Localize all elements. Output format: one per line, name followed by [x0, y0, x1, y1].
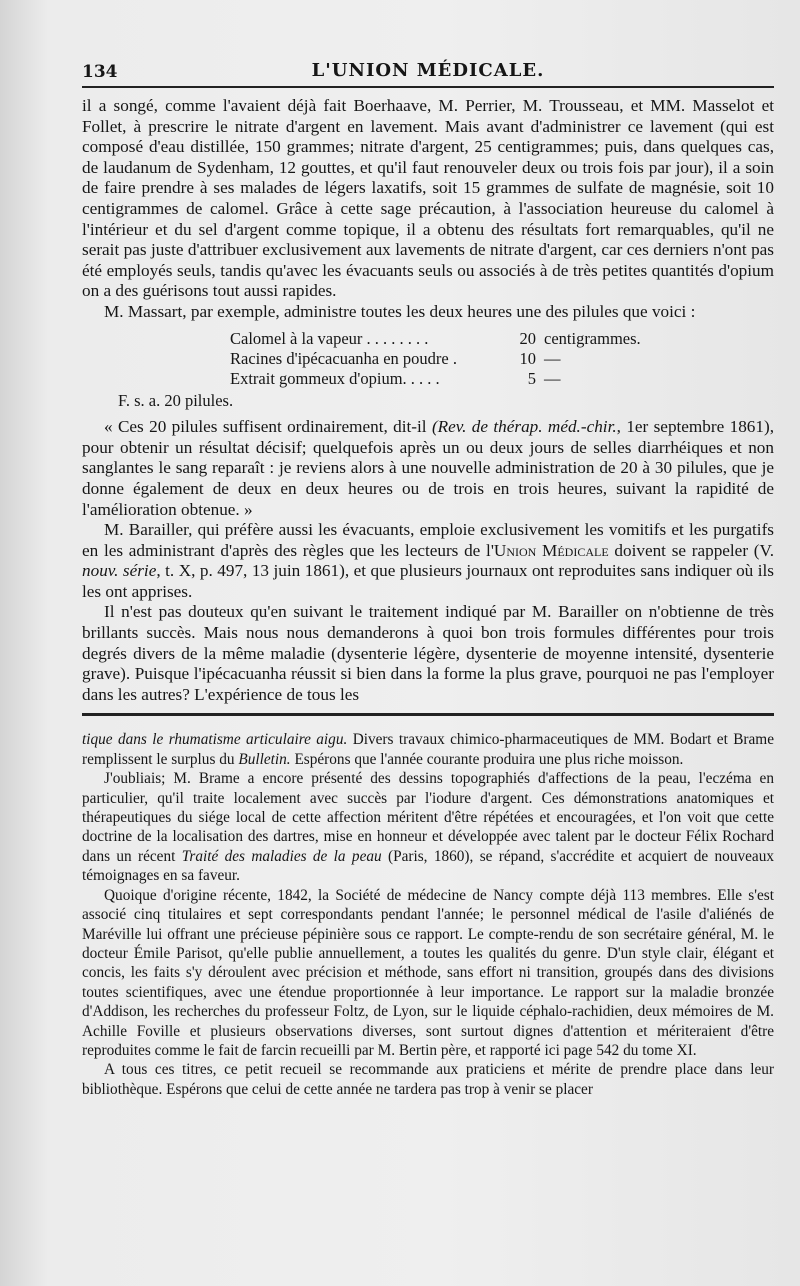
prescription-unit: centigrammes. — [544, 328, 641, 348]
paragraph-3-end: , t. X, p. 497, 13 juin 1861), et que plusieurs journaux ont reproduites sans indiquer où ils les ont apprises. — [82, 561, 774, 601]
prescription-qty: 5 — [527, 368, 536, 388]
paragraph-1: il a songé, comme l'avaient déjà fait Boerhaave, M. Perrier, M. Trousseau, et MM. Masselot et Follet, à prescrire le nitrate d'argent en lavement. Mais avant d'administrer ce lavement (qui est composé d'eau distillée, 150 grammes; nitrate d'argent, 25 centigrammes; puis, dans quelques cas, de laudanum de Sydenham, 12 gouttes, et qu'il faut renouveler deux ou trois fois par jour), il a soin de faire prendre à ses malades de légers laxatifs, soit 15 grammes de sulfate de magnésie, soit 10 centigrammes de calomel. Grâce à cette sage précaution, à l'association heureuse du calomel à l'intérieur et du sel d'argent comme topique, il a obtenu des résultats fort remarquables, qu'il ne serait pas juste d'attribuer exclusivement aux lavements de nitrate d'argent, car ces derniers n'ont pas été employés seuls, tandis qu'avec les évacuants seuls ou associés à de très petites quantités d'opium on a des guérisons tout aussi rapides. — [82, 96, 774, 301]
prescription-unit: — — [544, 348, 561, 368]
paragraph-3-start: M. Barailler, qui préfère aussi les évacuants, emploie exclusivement les vomitifs et les purgatifs en les administrant d'après des règles que les lecteurs de l' — [82, 520, 774, 560]
journal-name: Union Médicale — [493, 540, 609, 560]
quotation-text — [82, 417, 774, 520]
running-head: L'UNION MÉDICALE. — [311, 60, 545, 81]
paragraph-4: Il n'est pas douteux qu'en suivant le traitement indiqué par M. Barailler on n'obtienne de très brillants succès. Mais nous nous demanderons à quoi bon trois formules différentes pour trois degrés divers de la même maladie (dysenterie légère, dysenterie de moyenne intensité, dysenterie grave). Puisque l'ipécacuanha réussit si bien dans la forme la plus grave, pourquoi ne pas l'employer dans les autres? L'expérience de tous les — [82, 602, 774, 704]
prescription-item: Extrait gommeux d'opium. . . . . — [230, 368, 440, 388]
prescription-item: Racines d'ipécacuanha en poudre . — [230, 348, 457, 368]
note-2 — [82, 769, 774, 885]
header-rule — [82, 86, 774, 88]
note-1-italic: tique dans le rhumatisme articulaire aigu. — [82, 731, 348, 749]
note-2-end: (Paris, 1860), se répand, s'accrédite et acquiert de nouveaux témoignages en sa faveur. — [82, 847, 775, 885]
main-text — [82, 96, 774, 705]
prescription-unit: — — [544, 368, 561, 388]
quote-text-rest: , 1er septembre 1861), pour obtenir un résultat décisif; quelquefois après un ou deux jours de selles diarrhéiques et non sanglantes le sang reparaît : je reviens alors à une nouvelle administration de 20 à 30 pilules, que je donne également de deux en deux heures ou de trois en trois heures, suivant la rapidité de l'amélioration obtenue. » — [82, 417, 775, 519]
prescription-instruction: F. s. a. 20 pilules. — [118, 390, 234, 410]
page-number: 134 — [82, 62, 118, 82]
note-3: Quoique d'origine récente, 1842, la Société de médecine de Nancy compte déjà 113 membres. Elle s'est associé cinq titulaires et sept correspondants pendant l'année; le personnel médical de l'asile d'aliénés de Maréville lui offrant une précieuse pépinière sous ce rapport. Le compte-rendu de son secrétaire général, M. le docteur Émile Parisot, qu'elle publie annuellement, a toutes les qualités du genre. D'un style clair, élégant et concis, les faits s'y déroulent avec précision et méthode, sans effort ni transition, groupés dans des divisions toutes scientifiques, avec une étendue proportionnée à leur importance. Le rapport sur la maladie bronzée d'Addison, les recherches du professeur Foltz, de Lyon, sur le liquide céphalo-rachidien, deux mémoires de M. Achille Foville et plusieurs observations diverses, sont surtout dignes d'attention et mériteraient d'être reproduites comme le fait de farcin recueilli par M. Bertin père, et rapporté ici page 542 du tome XI. — [82, 886, 774, 1059]
note-1 — [82, 730, 774, 769]
paragraph-3 — [82, 520, 774, 602]
bulletin-ref: Bulletin. — [238, 750, 291, 768]
paragraph-3-mid: doivent se rappeler (V. — [608, 540, 774, 560]
note-2-text: J'oubliais; M. Brame a encore présenté des dessins topographiés d'affections de la peau, l'eczéma en particulier, qu'il traite localement avec succès par l'iodure d'argent. Ces démonstrations anatomiques et thérapeutiques du siége local de cette affection méritent d'être répétées et encouragées, et l'on voit que cette doctrine de la localisation des dartres, mise en honneur et développée avec talent par le docteur Félix Rochard dans un récent — [82, 770, 774, 865]
note-1-end: Espérons que l'année courante produira une plus riche moisson. — [290, 750, 684, 768]
book-title: Traité des maladies de la peau — [181, 847, 382, 865]
quote-reference: (Rev. de thérap. méd.-chir. — [431, 417, 617, 437]
note-4: A tous ces titres, ce petit recueil se recommande aux praticiens et mérite de prendre place dans leur bibliothèque. Espérons que celui de cette année ne tardera pas trop à venir se placer — [82, 1061, 774, 1098]
note-1-text: Divers travaux chimico-pharmaceutiques de MM. Bodart et Brame remplissent le surplus du — [82, 731, 774, 768]
page-header — [82, 0, 774, 86]
feuilleton-text — [82, 730, 774, 1099]
footnote-rule — [82, 713, 774, 716]
prescription-row — [230, 329, 774, 349]
series-ref: nouv. série — [82, 561, 157, 581]
paragraph-2: M. Massart, par exemple, administre toutes les deux heures une des pilules que voici : — [104, 301, 696, 321]
prescription-item: Calomel à la vapeur . . . . . . . . — [230, 328, 429, 348]
prescription-qty: 20 — [519, 328, 536, 348]
quote-text-start: Ces 20 pilules suffisent ordinairement, dit-il — [117, 417, 432, 437]
prescription-row — [230, 349, 774, 369]
prescription-qty: 10 — [519, 348, 536, 368]
prescription-row — [230, 369, 774, 389]
quotation — [82, 417, 774, 520]
prescription — [230, 329, 774, 389]
quote-open-mark: « — [104, 417, 113, 437]
